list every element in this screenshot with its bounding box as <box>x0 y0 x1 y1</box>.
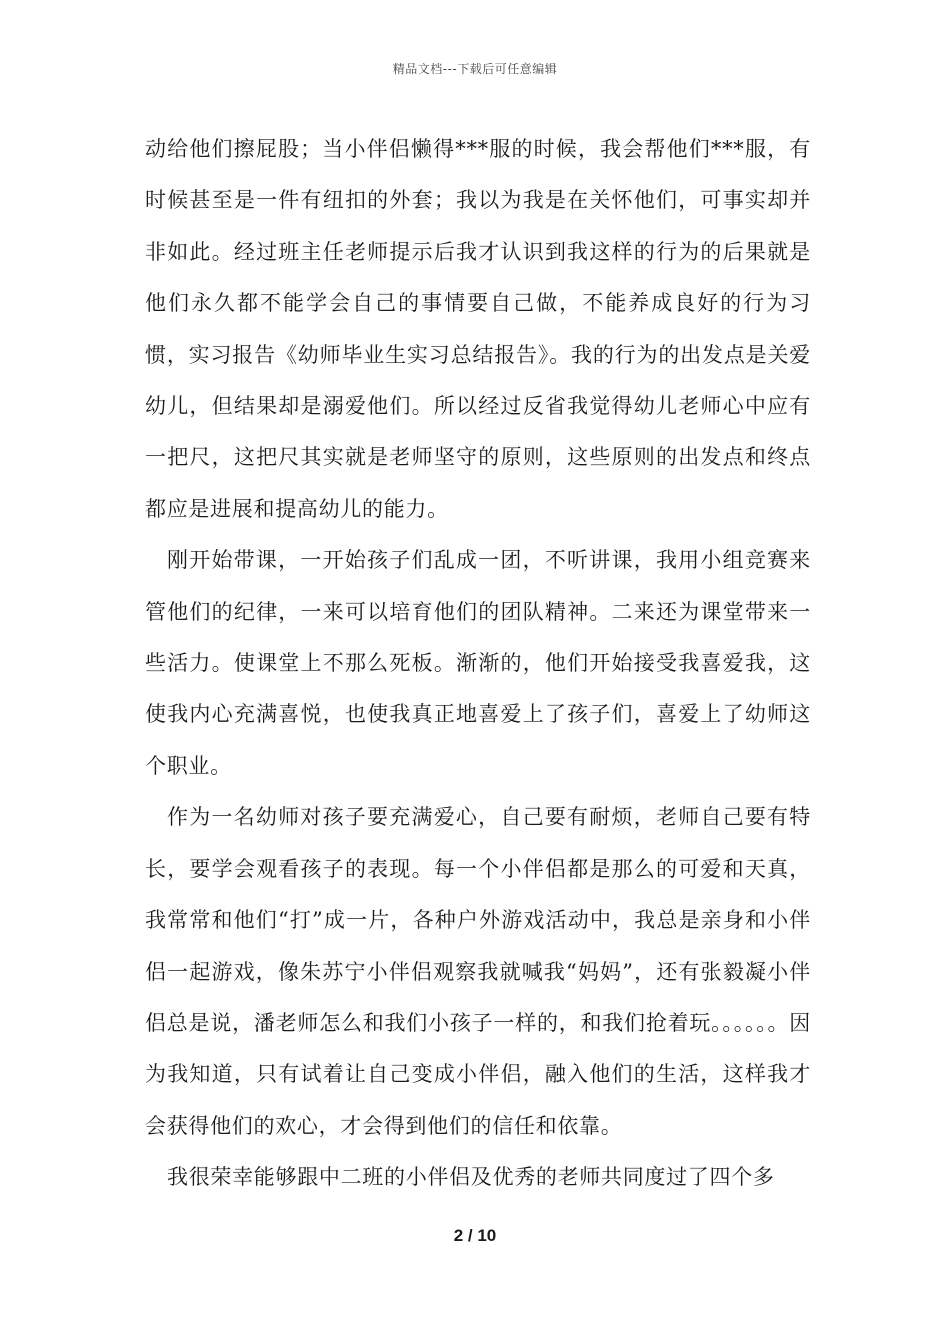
paragraph-2: 刚开始带课，一开始孩子们乱成一团，不听讲课，我用小组竞赛来管他们的纪律，一来可以培育他们的团队精神。二来还为课堂带来一些活力。使课堂上不那么死板。渐渐的，他们开始接受我喜爱我，这使我内心充满喜悦，也使我真正地喜爱上了孩子们，喜爱上了幼师这个职业。 <box>145 548 811 778</box>
document-header <box>0 60 950 77</box>
document-body <box>145 124 811 1204</box>
paragraph-3: 作为一名幼师对孩子要充满爱心，自己要有耐烦，老师自己要有特长，要学会观看孩子的表现。每一个小伴侣都是那么的可爱和天真，我常常和他们“打”成一片，各种户外游戏活动中，我总是亲身和小伴侣一起游戏，像朱苏宁小伴侣观察我就喊我“妈妈”，还有张毅凝小伴侣总是说，潘老师怎么和我们小孩子一样的，和我们抢着玩。。。。。。因为我知道，只有试着让自己变成小伴侣，融入他们的生活，这样我才会获得他们的欢心，才会得到他们的信任和依靠。 <box>145 805 811 1138</box>
header-text: 精品文档---下载后可任意编辑 <box>392 62 558 76</box>
page-number: 2 / 10 <box>453 1226 497 1245</box>
paragraph-1: 动给他们擦屁股；当小伴侣懒得***服的时候，我会帮他们***服，有时候甚至是一件有纽扣的外套；我以为我是在关怀他们，可事实却并非如此。经过班主任老师提示后我才认识到我这样的行为的后果就是他们永久都不能学会自己的事情要自己做，不能养成良好的行为习惯，实习报告《幼师毕业生实习总结报告》。我的行为的出发点是关爱幼儿，但结果却是溺爱他们。所以经过反省我觉得幼儿老师心中应有一把尺，这把尺其实就是老师坚守的原则，这些原则的出发点和终点都应是进展和提高幼儿的能力。 <box>145 137 811 521</box>
paragraph-4: 我很荣幸能够跟中二班的小伴侣及优秀的老师共同度过了四个多 <box>167 1165 775 1190</box>
page-footer <box>0 1226 950 1246</box>
